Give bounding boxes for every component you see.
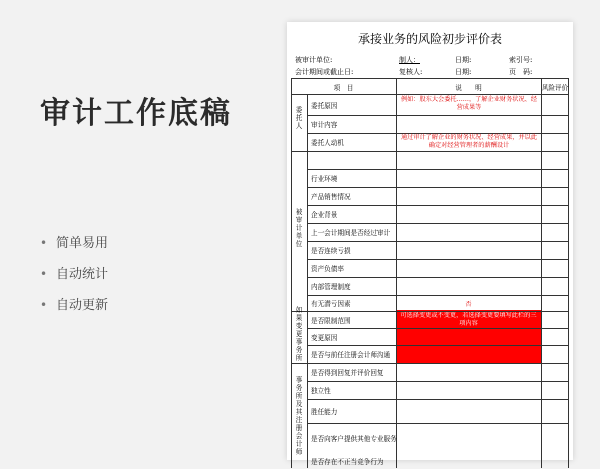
date-label: 日期: — [455, 56, 472, 64]
date-label: 日期: — [455, 68, 472, 76]
table-row: 委托人动机 — [311, 139, 344, 147]
slide-title: 审计工作底稿 — [40, 96, 232, 131]
table-row: 企业背景 — [311, 211, 338, 219]
group-change: 如果变更事务所 — [295, 306, 303, 362]
header-item: 项 目 — [333, 84, 354, 92]
change-note: 可选择变更或不变更，若选择变更要填写此栏的三项内容 — [400, 312, 537, 327]
table-row: 内部管理制度 — [311, 283, 351, 291]
bullet-dot-icon: • — [40, 267, 48, 281]
feature-label: 简单易用 — [56, 236, 109, 251]
bullet-dot-icon: • — [40, 236, 48, 250]
table-row: 行业环境 — [311, 175, 338, 183]
feature-label: 自动统计 — [56, 267, 109, 282]
table-row: 产品销售情况 — [311, 193, 351, 201]
table-row: 是否存在不正当竞争行为 — [311, 458, 384, 466]
group-firm: 事务所及其注册会计师 — [295, 376, 303, 456]
period-label: 会计期间或截止日: — [295, 68, 354, 76]
group-audited: 被审计单位 — [295, 208, 303, 248]
table-row: 审计内容 — [311, 121, 338, 129]
page-label: 页 码: — [509, 68, 533, 76]
document-title: 承接业务的风险初步评价表 — [357, 32, 502, 46]
table-row: 是否限制范围 — [311, 316, 351, 325]
header-risk: 风险评价 — [541, 84, 569, 92]
table-row: 是否得到回复并评价回复 — [311, 369, 384, 377]
feature-list — [40, 232, 108, 325]
note-motive: 通过审计了解企业的财务状况、经营成果，并以此确定对经营管理者的薪酬设计 — [400, 134, 538, 149]
table-row: 胜任能力 — [311, 408, 338, 416]
bullet-dot-icon: • — [40, 298, 48, 312]
table-row: 是否与前任注册会计师沟通 — [311, 351, 391, 359]
table-row: 资产负债率 — [311, 265, 344, 273]
worksheet-page — [287, 22, 573, 466]
client-label: 被审计单位: — [295, 56, 333, 64]
header-description: 说 明 — [455, 84, 482, 92]
change-highlight — [396, 310, 541, 363]
table-row: 上一会计期间是否经过审计 — [311, 229, 391, 237]
table-row: 有无潜亏因素 — [311, 300, 351, 308]
feature-item — [40, 263, 108, 294]
reviewer-label: 复核人: — [399, 68, 423, 76]
table-row: 委托原因 — [311, 101, 338, 110]
feature-label: 自动更新 — [56, 298, 109, 313]
index-label: 索引号: — [509, 56, 533, 64]
change-flag: 否 — [465, 301, 472, 308]
risk-table — [291, 78, 569, 468]
note-commission: 例如：股东大会委托……，了解企业财务状况、经营成果等 — [400, 96, 538, 111]
table-row: 是否向客户提供其他专业服务 — [311, 435, 397, 443]
table-row: 变更原因 — [311, 333, 338, 342]
feature-item — [40, 232, 108, 263]
group-client: 委托人 — [295, 106, 303, 130]
table-row: 是否连续亏损 — [311, 247, 351, 255]
table-row: 独立性 — [311, 387, 331, 395]
feature-item — [40, 294, 108, 325]
preparer-label: 制人： — [399, 56, 420, 64]
